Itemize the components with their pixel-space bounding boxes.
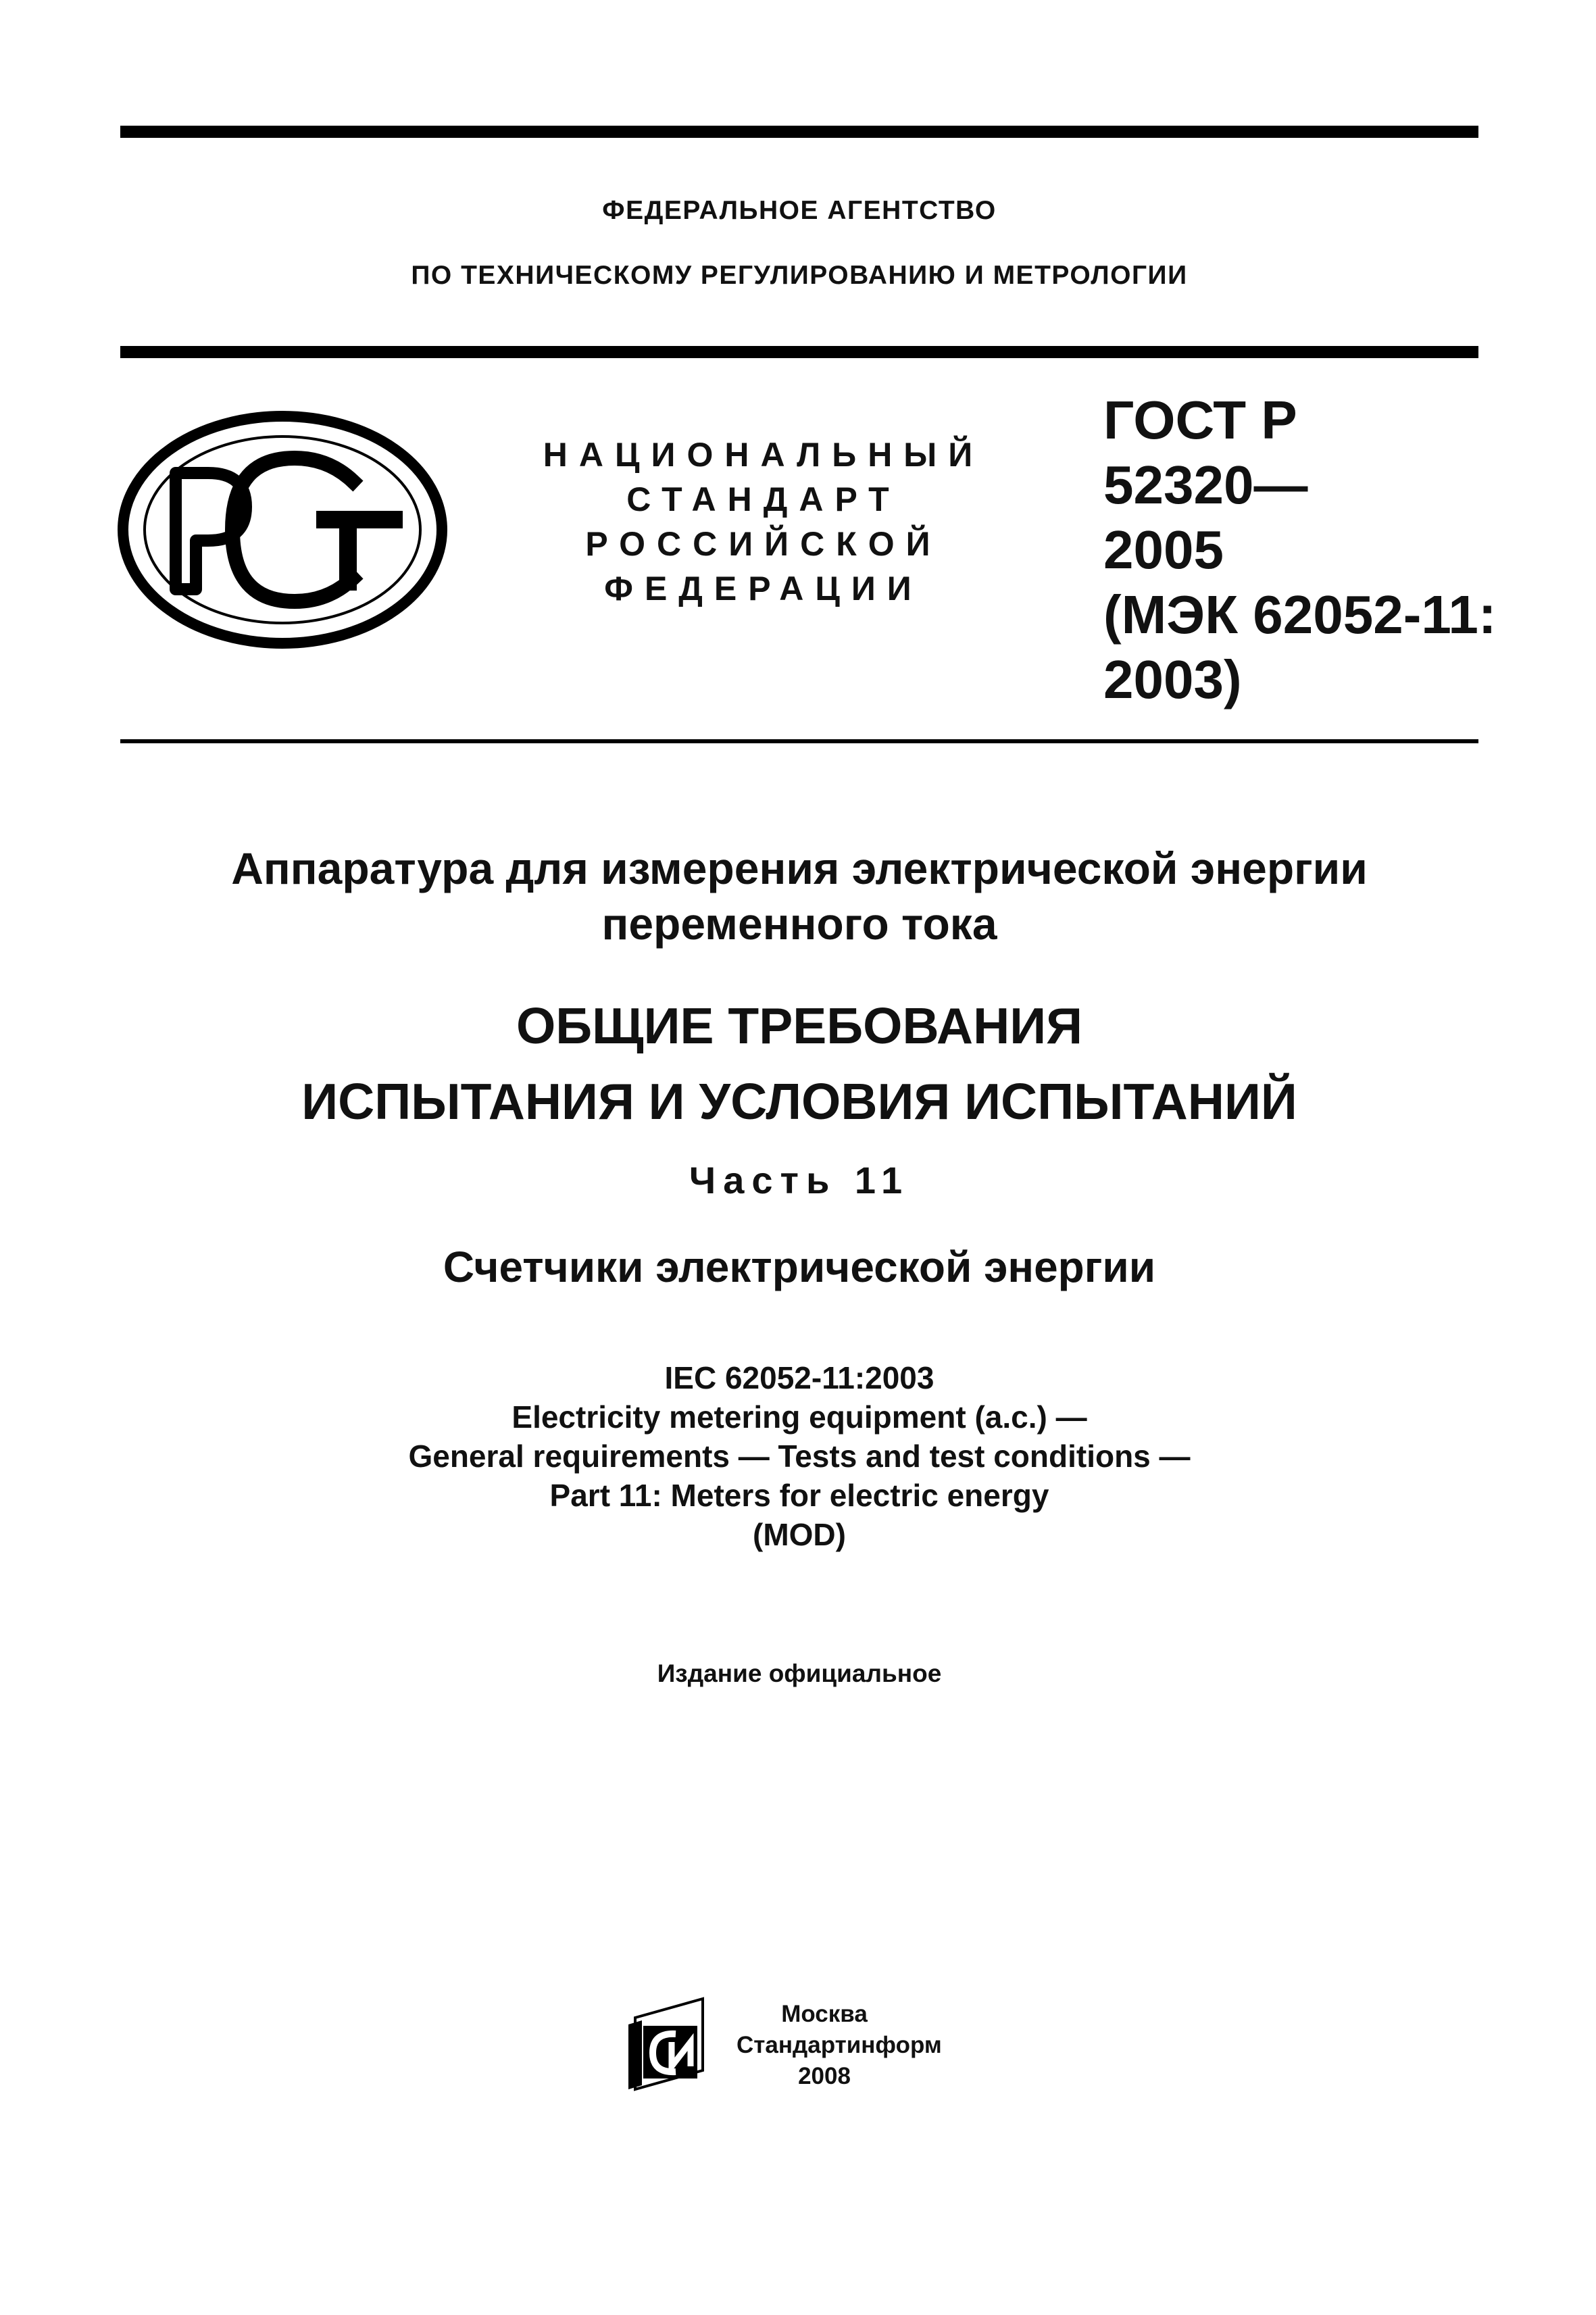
subtitle-line-2: ИСПЫТАНИЯ И УСЛОВИЯ ИСПЫТАНИЙ xyxy=(301,1073,1297,1130)
designation-line-1: ГОСТ Р xyxy=(1103,390,1297,450)
iec-reference xyxy=(120,1358,1478,1554)
edition-label: Издание официальное xyxy=(657,1660,942,1687)
national-standard-line-2: СТАНДАРТ xyxy=(626,480,901,518)
publisher-city: Москва xyxy=(781,2001,868,2027)
agency-line-2: ПО ТЕХНИЧЕСКОМУ РЕГУЛИРОВАНИЮ И МЕТРОЛОГИИ xyxy=(411,261,1188,290)
middle-rule xyxy=(120,346,1478,358)
national-standard-line-4: ФЕДЕРАЦИИ xyxy=(604,570,923,607)
title-line-2: переменного тока xyxy=(601,899,997,949)
publisher-year: 2008 xyxy=(798,2063,851,2089)
part-title: Счетчики электрической энергии xyxy=(443,1243,1156,1291)
iec-line-5: (MOD) xyxy=(753,1517,846,1552)
bottom-rule xyxy=(120,739,1478,743)
document-title xyxy=(120,841,1478,951)
designation-line-5: 2003) xyxy=(1103,649,1242,710)
part-label: Часть 11 xyxy=(689,1159,910,1201)
publisher-imprint xyxy=(737,1999,942,2092)
title-line-1: Аппаратура для измерения электрической энергии xyxy=(231,843,1368,893)
rst-certification-mark-icon xyxy=(114,407,451,653)
iec-line-3: General requirements — Tests and test conditions — xyxy=(408,1439,1191,1474)
document-subtitle xyxy=(120,988,1478,1139)
iec-line-2: Electricity metering equipment (a.c.) — xyxy=(512,1399,1087,1435)
designation-line-3: 2005 xyxy=(1103,520,1224,580)
agency-line-1: ФЕДЕРАЛЬНОЕ АГЕНТСТВО xyxy=(602,196,997,225)
designation-line-4: (МЭК 62052-11: xyxy=(1103,584,1497,645)
standard-designation xyxy=(1103,388,1497,712)
subtitle-line-1: ОБЩИЕ ТРЕБОВАНИЯ xyxy=(516,997,1083,1054)
designation-line-2: 52320— xyxy=(1103,455,1308,515)
iec-line-4: Part 11: Meters for electric energy xyxy=(549,1478,1049,1513)
national-standard-line-1: НАЦИОНАЛЬНЫЙ xyxy=(543,436,984,474)
top-rule xyxy=(120,126,1478,138)
standartinform-logo-icon xyxy=(623,1991,724,2092)
iec-line-1: IEC 62052-11:2003 xyxy=(664,1360,934,1395)
publisher-name: Стандартинформ xyxy=(737,2032,942,2058)
national-standard-label xyxy=(527,432,1000,611)
national-standard-line-3: РОССИЙСКОЙ xyxy=(585,525,942,563)
